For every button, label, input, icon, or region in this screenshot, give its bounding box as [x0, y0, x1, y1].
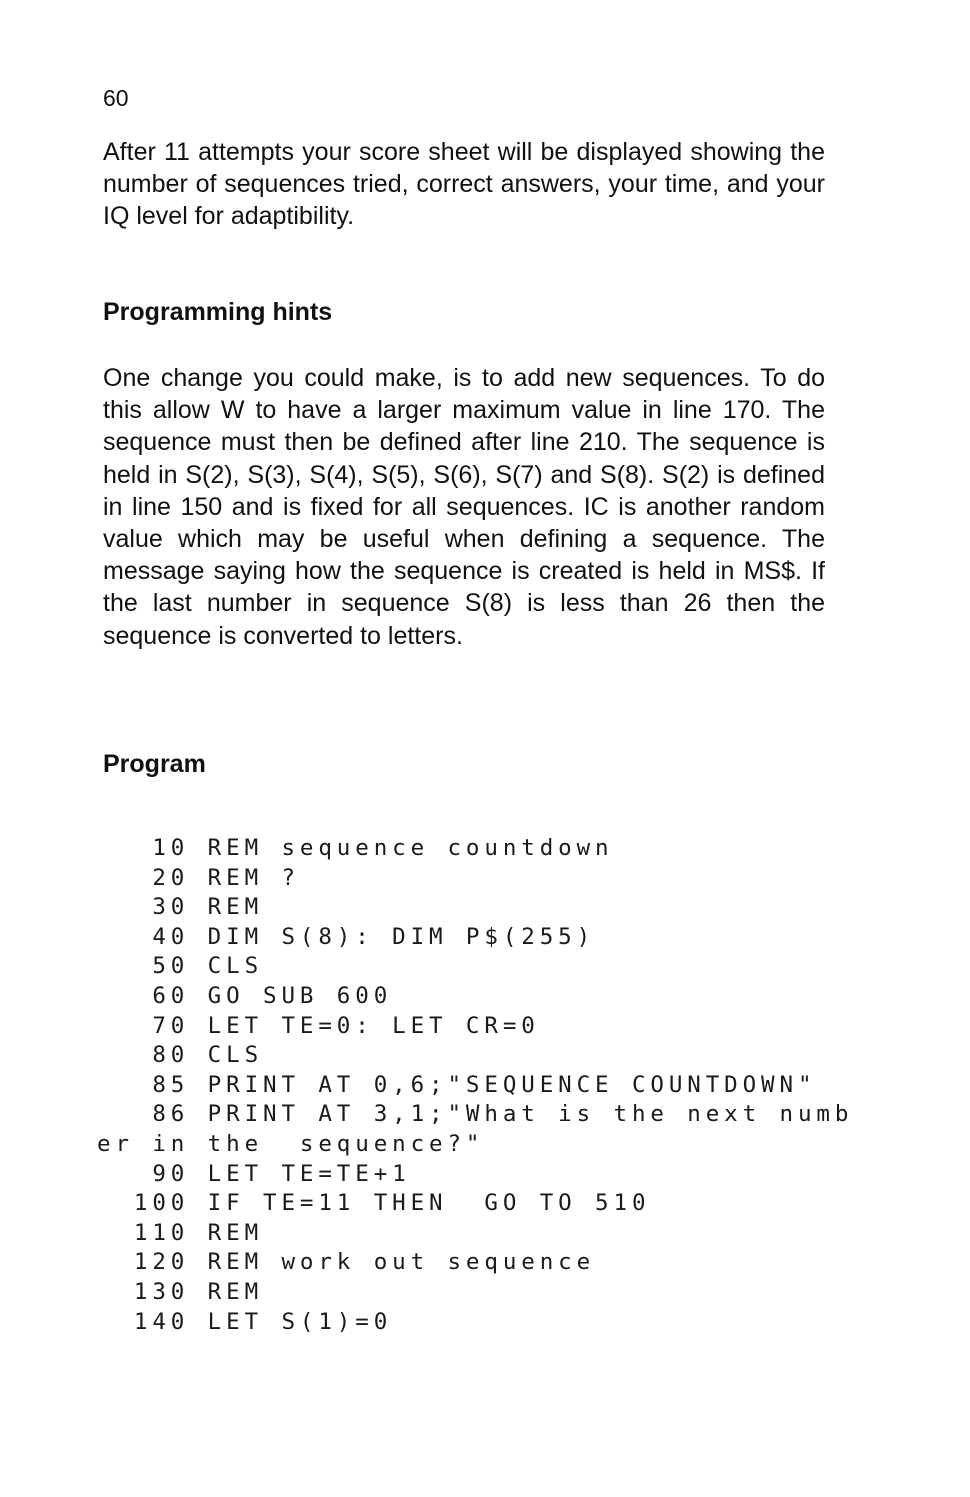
code-line: 60 GO SUB 600 — [97, 982, 393, 1009]
code-line: 50 CLS — [97, 953, 264, 980]
code-line: 30 REM — [97, 894, 264, 921]
code-line: 80 CLS — [97, 1042, 264, 1069]
code-line: 40 DIM S(8): DIM P$(255) — [97, 923, 596, 950]
code-line: 120 REM work out sequence — [97, 1249, 596, 1276]
program-heading: Program — [103, 750, 206, 778]
code-line: 90 LET TE=TE+1 — [97, 1160, 411, 1187]
code-line: 140 LET S(1)=0 — [97, 1308, 393, 1335]
intro-paragraph: After 11 attempts your score sheet will be displayed showing the number of sequences tried, correct answers, your time, and your IQ level for adaptibility. — [103, 138, 825, 231]
code-line: 86 PRINT AT 3,1;"What is the next numb — [97, 1101, 854, 1128]
code-line: 85 PRINT AT 0,6;"SEQUENCE COUNTDOWN" — [97, 1071, 817, 1098]
programming-hints-paragraph: One change you could make, is to add new sequences. To do this allow W to have a larger maximum value in line 170. The sequence must then be defined after line 210. The sequence is held in S(2), S(3), S(4), S(5), S(6), S(7) and S(8). S(2) is defined in line 150 and is fixed for all sequences. IC is another random value which may be useful when defining a sequence. The message saying how the sequence is created is held in MS$. If the last number in sequence S(8) is less than 26 then the sequence is converted to letters. — [103, 364, 825, 650]
code-line: 10 REM sequence countdown — [97, 835, 614, 861]
code-line: 100 IF TE=11 THEN GO TO 510 — [97, 1190, 651, 1217]
code-line: 20 REM ? — [97, 864, 300, 891]
program-listing — [97, 834, 853, 1337]
code-line: er in the sequence?" — [97, 1130, 485, 1157]
code-line: 130 REM — [97, 1278, 264, 1305]
page-number: 60 — [103, 85, 129, 111]
programming-hints-heading: Programming hints — [103, 298, 333, 326]
code-line: 70 LET TE=0: LET CR=0 — [97, 1012, 540, 1039]
code-line: 110 REM — [97, 1219, 264, 1246]
